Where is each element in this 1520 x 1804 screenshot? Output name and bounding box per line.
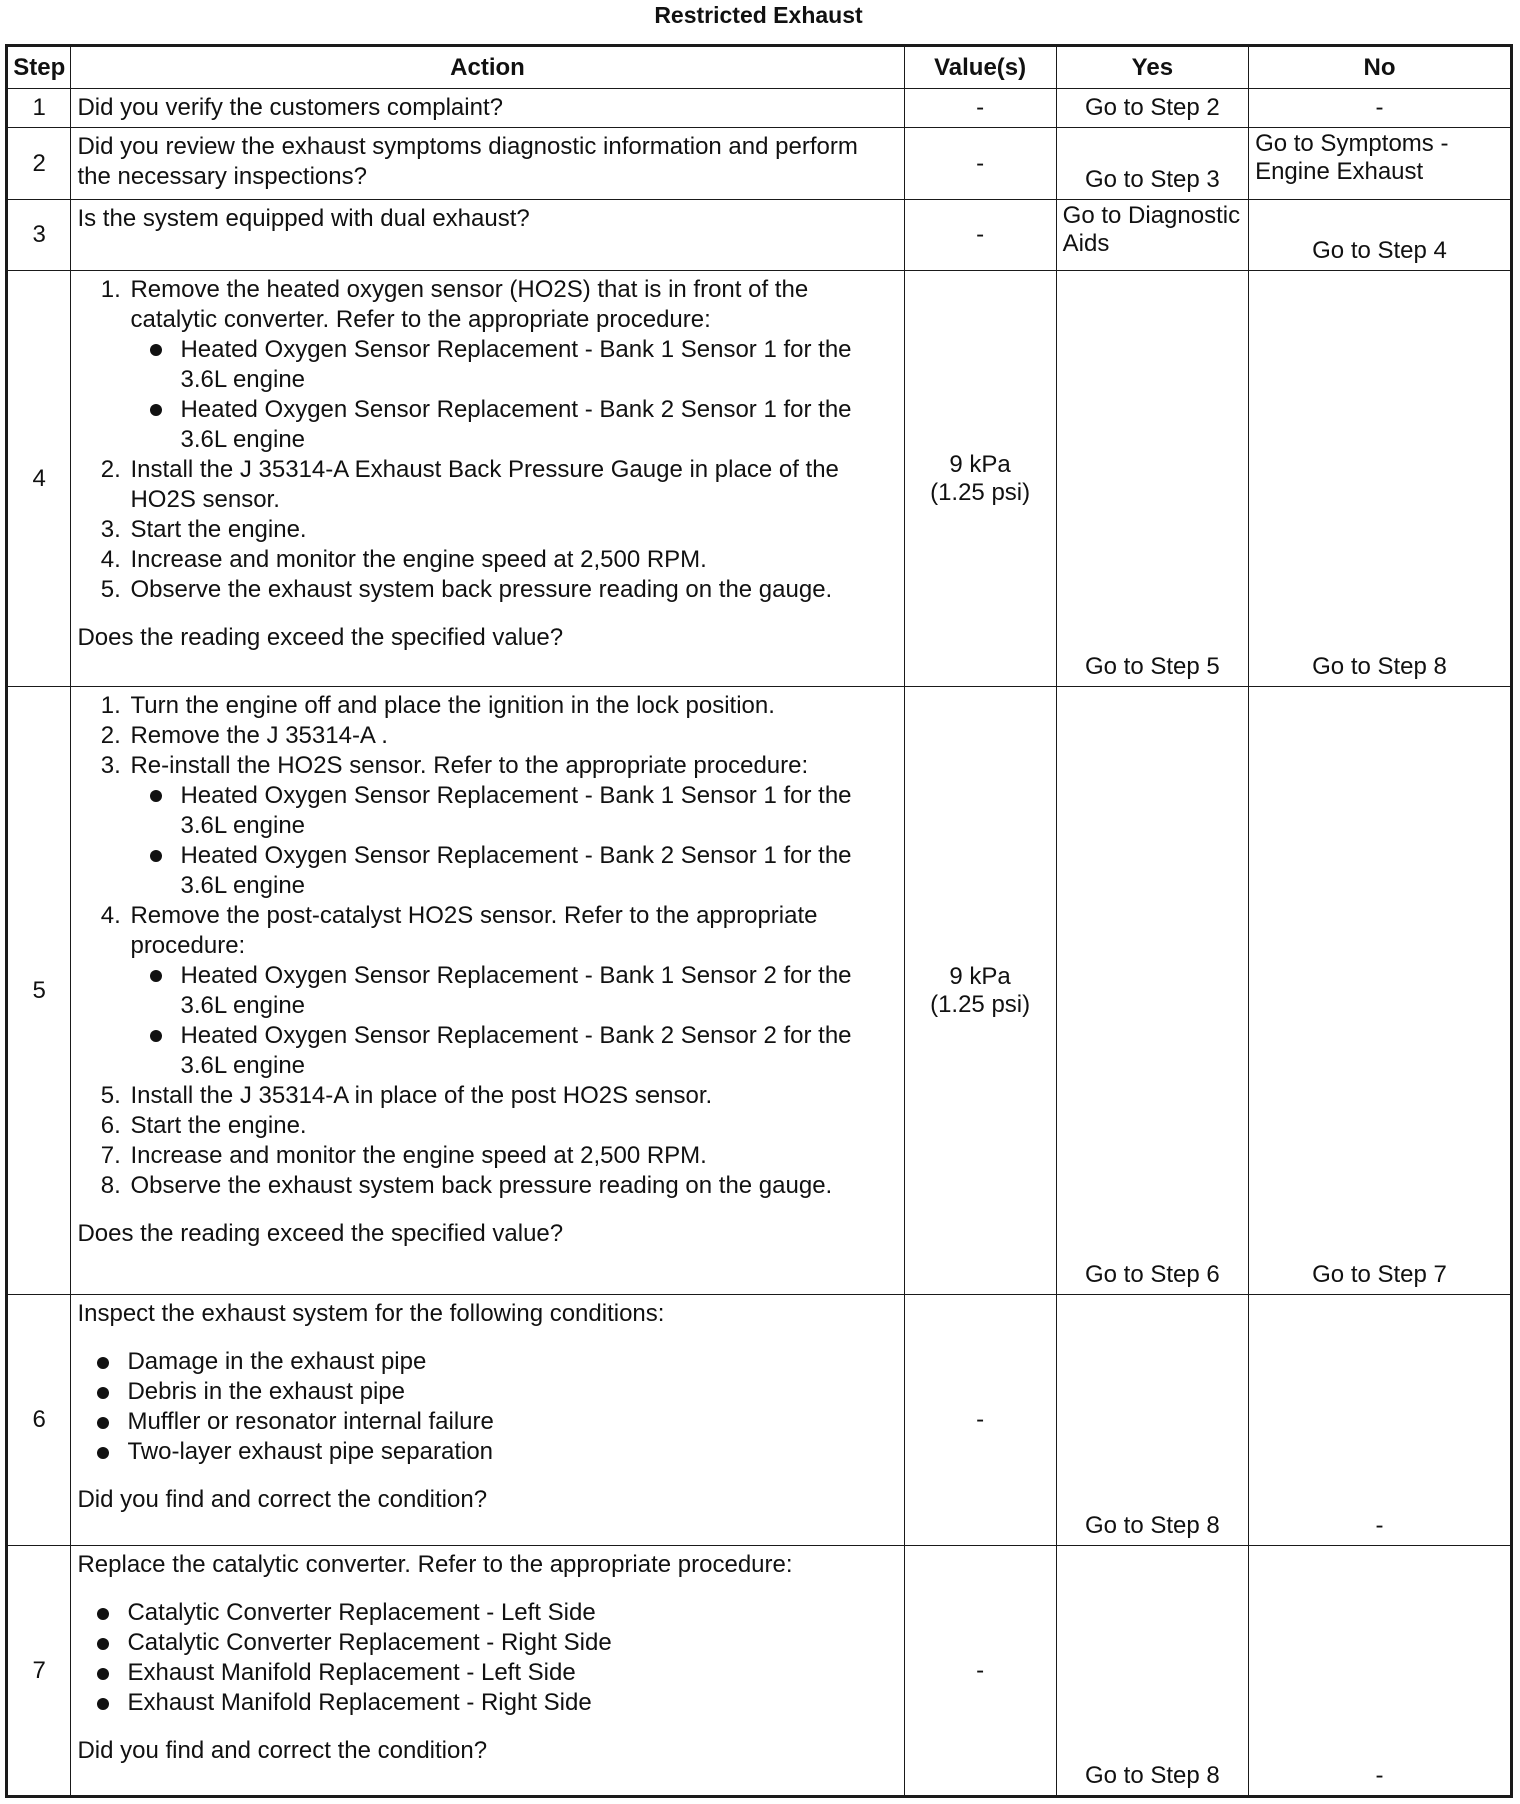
question-text: Did you find and correct the condition?: [77, 1486, 488, 1513]
value-line: (1.25 psi): [930, 990, 1031, 1018]
yes-cell: Go to Step 2: [1056, 89, 1248, 128]
no-cell: -: [1249, 1546, 1512, 1797]
step-number: 7: [7, 1546, 71, 1797]
value-line: (1.25 psi): [930, 478, 1031, 506]
list-item: Debris in the exhaust pipe: [127, 1377, 897, 1407]
value-cell: -: [904, 128, 1056, 200]
action-cell: [71, 1295, 904, 1546]
intro-text: Inspect the exhaust system for the following conditions:: [77, 1300, 665, 1327]
procedure-link[interactable]: Heated Oxygen Sensor Replacement - Bank 1 Sensor 1 for the 3.6L engine: [180, 781, 897, 841]
yes-cell: Go to Diagnostic Aids: [1056, 200, 1248, 271]
action-cell: [71, 271, 904, 687]
procedure-sublist: [130, 335, 897, 455]
no-cell: Go to Step 7: [1249, 687, 1512, 1295]
procedure-step-text: Remove the post-catalyst HO2S sensor. Refer to the appropriate procedure:: [130, 902, 818, 959]
table-row: [7, 271, 1512, 687]
procedure-step: [127, 275, 897, 455]
step-number: 5: [7, 687, 71, 1295]
value-cell: [904, 687, 1056, 1295]
action-text: Is the system equipped with dual exhaust?: [77, 205, 530, 232]
procedure-link[interactable]: Heated Oxygen Sensor Replacement - Bank 2 Sensor 2 for the 3.6L engine: [180, 1021, 897, 1081]
no-cell: Go to Step 8: [1249, 271, 1512, 687]
step-number: 2: [7, 128, 71, 200]
table-row: [7, 89, 1512, 128]
question-text: Does the reading exceed the specified value?: [77, 1220, 564, 1247]
action-cell: [71, 200, 904, 271]
yes-cell: Go to Step 5: [1056, 271, 1248, 687]
procedure-link[interactable]: Catalytic Converter Replacement - Left Side: [127, 1598, 897, 1628]
procedure-step-text: Remove the heated oxygen sensor (HO2S) that is in front of the catalytic converter. Refer to the appropriate procedure:: [130, 276, 809, 333]
step-number: 4: [7, 271, 71, 687]
yes-cell: Go to Step 6: [1056, 687, 1248, 1295]
action-cell: [71, 89, 904, 128]
step-number: 3: [7, 200, 71, 271]
table-row: [7, 128, 1512, 200]
document-title: Restricted Exhaust: [654, 2, 863, 28]
procedure-step-text: Re-install the HO2S sensor. Refer to the appropriate procedure:: [130, 752, 809, 779]
table-row: [7, 1295, 1512, 1546]
header-row: [7, 46, 1512, 89]
header-action: Action: [71, 46, 904, 89]
procedure-step: 4. Increase and monitor the engine speed at 2,500 RPM.: [127, 545, 897, 575]
action-cell: [71, 1546, 904, 1797]
procedure-step: 2. Install the J 35314-A Exhaust Back Pressure Gauge in place of the HO2S sensor.: [127, 455, 897, 515]
procedure-step: [127, 901, 897, 1081]
value-line: 9 kPa: [949, 450, 1011, 478]
no-cell: -: [1249, 89, 1512, 128]
header-yes: Yes: [1056, 46, 1248, 89]
value-cell: -: [904, 1546, 1056, 1797]
procedure-step: 2. Remove the J 35314-A .: [127, 721, 897, 751]
action-text: Did you verify the customers complaint?: [77, 94, 503, 121]
procedure-link[interactable]: Heated Oxygen Sensor Replacement - Bank 2 Sensor 1 for the 3.6L engine: [180, 395, 897, 455]
action-text: Did you review the exhaust symptoms diagnostic information and perform the necessary inspections?: [77, 133, 858, 190]
procedure-step: [127, 751, 897, 901]
list-item: Damage in the exhaust pipe: [127, 1347, 897, 1377]
value-cell: -: [904, 200, 1056, 271]
procedure-step: 7. Increase and monitor the engine speed at 2,500 RPM.: [127, 1141, 897, 1171]
header-step: Step: [7, 46, 71, 89]
procedure-step: 8. Observe the exhaust system back pressure reading on the gauge.: [127, 1171, 897, 1201]
table-row: [7, 687, 1512, 1295]
value-cell: [904, 271, 1056, 687]
procedure-link[interactable]: Exhaust Manifold Replacement - Right Side: [127, 1688, 897, 1718]
question-text: Does the reading exceed the specified value?: [77, 624, 564, 651]
procedure-link[interactable]: Heated Oxygen Sensor Replacement - Bank 1 Sensor 1 for the 3.6L engine: [180, 335, 897, 395]
procedure-sublist: [130, 781, 897, 901]
procedure-list: [77, 275, 897, 605]
value-cell: -: [904, 89, 1056, 128]
procedure-link[interactable]: Catalytic Converter Replacement - Right Side: [127, 1628, 897, 1658]
procedure-step: 3. Start the engine.: [127, 515, 897, 545]
intro-text: Replace the catalytic converter. Refer to the appropriate procedure:: [77, 1551, 793, 1578]
step-number: 1: [7, 89, 71, 128]
header-no: No: [1249, 46, 1512, 89]
table-row: [7, 200, 1512, 271]
list-item: Muffler or resonator internal failure: [127, 1407, 897, 1437]
list-item: Two-layer exhaust pipe separation: [127, 1437, 897, 1467]
step-number: 6: [7, 1295, 71, 1546]
header-value: Value(s): [904, 46, 1056, 89]
question-text: Did you find and correct the condition?: [77, 1737, 488, 1764]
procedure-link[interactable]: Heated Oxygen Sensor Replacement - Bank 1 Sensor 2 for the 3.6L engine: [180, 961, 897, 1021]
procedure-link[interactable]: Exhaust Manifold Replacement - Left Side: [127, 1658, 897, 1688]
yes-cell: Go to Step 3: [1056, 128, 1248, 200]
procedure-step: 6. Start the engine.: [127, 1111, 897, 1141]
procedure-step: 5. Observe the exhaust system back pressure reading on the gauge.: [127, 575, 897, 605]
yes-cell: Go to Step 8: [1056, 1295, 1248, 1546]
no-cell: Go to Step 4: [1249, 200, 1512, 271]
procedure-step: 5. Install the J 35314-A in place of the post HO2S sensor.: [127, 1081, 897, 1111]
no-cell: -: [1249, 1295, 1512, 1546]
no-cell: Go to Symptoms - Engine Exhaust: [1249, 128, 1512, 200]
procedure-list: [77, 691, 897, 1201]
procedure-link[interactable]: Heated Oxygen Sensor Replacement - Bank 2 Sensor 1 for the 3.6L engine: [180, 841, 897, 901]
yes-cell: Go to Step 8: [1056, 1546, 1248, 1797]
action-cell: [71, 687, 904, 1295]
condition-list: [77, 1347, 897, 1467]
procedure-sublist: [130, 961, 897, 1081]
value-cell: -: [904, 1295, 1056, 1546]
action-cell: [71, 128, 904, 200]
table-row: [7, 1546, 1512, 1797]
procedure-step: 1. Turn the engine off and place the ignition in the lock position.: [127, 691, 897, 721]
procedure-link-list: [77, 1598, 897, 1718]
diagnostic-table: [5, 44, 1513, 1798]
value-line: 9 kPa: [949, 962, 1011, 990]
